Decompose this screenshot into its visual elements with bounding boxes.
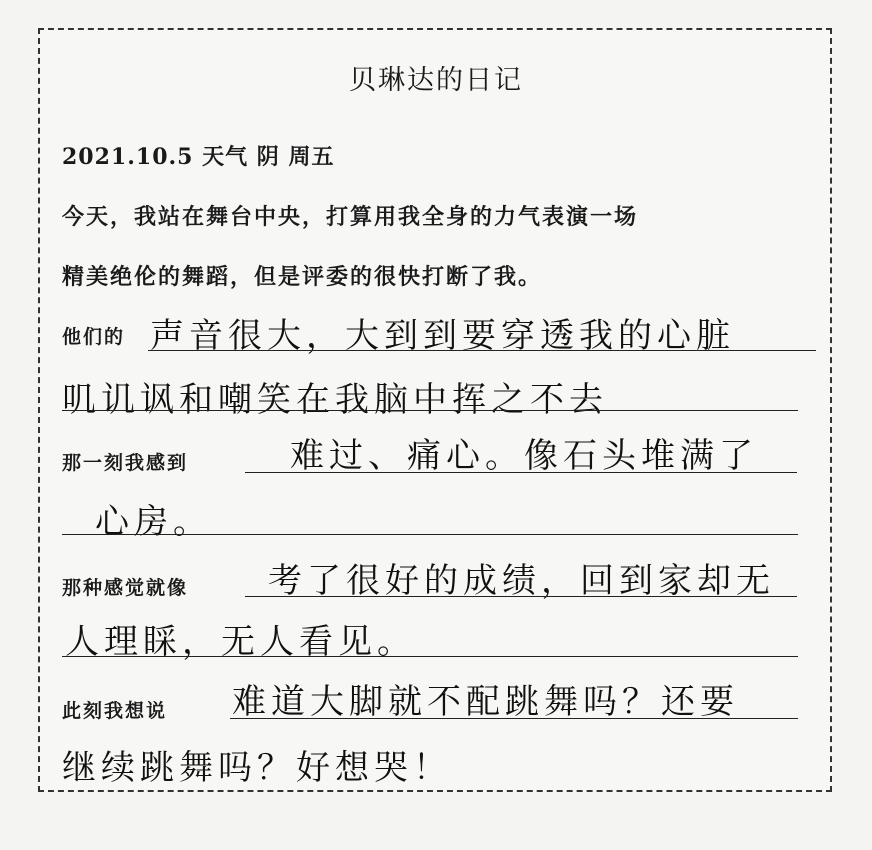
writing-rule xyxy=(245,596,797,597)
writing-rule xyxy=(230,718,798,719)
prompt-want-say: 此刻我想说 xyxy=(62,700,168,722)
writing-rule xyxy=(62,410,798,411)
prompt-they: 他们的 xyxy=(62,326,126,348)
writing-rule xyxy=(62,656,798,657)
writing-rule xyxy=(245,472,797,473)
prompt-like: 那种感觉就像 xyxy=(62,577,189,599)
handwriting-say-line-1: 难道大脚就不配跳舞吗？还要 xyxy=(232,682,739,722)
handwriting-like-line-1: 考了很好的成绩，回到家却无 xyxy=(268,561,775,601)
handwriting-say-line-2: 继续跳舞吗？好想哭！ xyxy=(62,748,452,788)
diary-dateline: 2021.10.5 天气 阴 周五 xyxy=(62,144,335,170)
prompt-felt: 那一刻我感到 xyxy=(62,452,189,474)
handwriting-felt-line-1: 难过、痛心。像石头堆满了 xyxy=(290,436,758,476)
writing-rule xyxy=(148,350,816,351)
handwriting-they-line-2: 叽讥讽和嘲笑在我脑中挥之不去 xyxy=(62,380,608,420)
intro-line-2: 精美绝伦的舞蹈，但是评委的很快打断了我。 xyxy=(62,264,543,290)
intro-line-1: 今天，我站在舞台中央，打算用我全身的力气表演一场 xyxy=(62,204,639,230)
diary-title: 贝琳达的日记 xyxy=(349,65,523,96)
writing-rule xyxy=(62,534,798,535)
handwriting-felt-line-2: 心房。 xyxy=(95,502,212,542)
handwriting-like-line-2: 人理睬，无人看见。 xyxy=(65,622,416,662)
handwriting-they-line-1: 声音很大，大到到要穿透我的心脏 xyxy=(150,316,735,356)
